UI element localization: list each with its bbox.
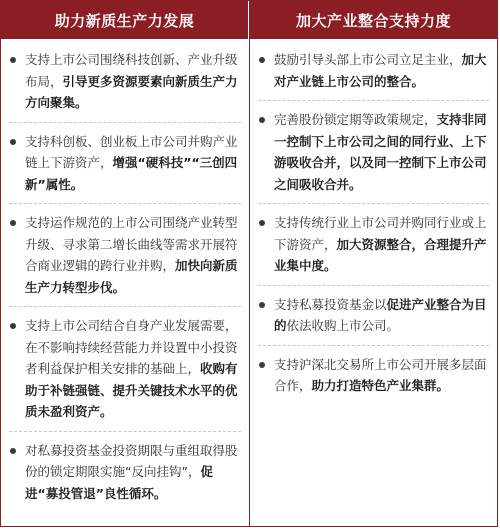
list-item — [9, 440, 241, 513]
item-emphasis: 增强“硬科技”“三创四新”属性。 — [25, 155, 238, 192]
item-text: 支持上市公司结合自身产业发展需要，在不影响持续经营能力并设置中小投资者利益保护相关安排的基础上， — [25, 318, 238, 376]
bullet-dot-icon — [259, 302, 265, 308]
item-emphasis: 加快向新质生产力转型步伐。 — [25, 258, 238, 295]
list-item — [9, 49, 241, 123]
bullet-dot-icon — [10, 448, 16, 454]
item-text: 支持私募投资基金以 — [274, 296, 387, 312]
bullet-dot-icon — [10, 57, 16, 63]
column-industry-integration — [250, 1, 497, 526]
bullet-dot-icon — [10, 323, 16, 329]
bullet-dot-icon — [259, 220, 265, 226]
list-item — [258, 49, 489, 101]
item-text: 鼓励引导头部上市公司立足主业， — [274, 52, 462, 67]
list-item — [258, 109, 489, 204]
column-header: 助力新质生产力发展 — [1, 1, 249, 39]
item-text: 支持运作规范的上市公司围绕产业转型升级、寻求第二增长曲线等需求开展符合商业逻辑的跨行业并购， — [25, 215, 238, 273]
item-text: 支持科创板、创业板上市公司并购产业链上下游资产， — [25, 133, 238, 170]
bullet-dot-icon — [10, 220, 16, 226]
bullet-dot-icon — [259, 57, 265, 63]
list-item — [9, 131, 241, 205]
item-emphasis: 促进“募投管退”良性循环。 — [25, 464, 213, 501]
item-text: 支持传统行业上市公司并购同行业或上下游资产， — [274, 215, 487, 252]
bullet-dot-icon — [259, 362, 265, 368]
item-emphasis: 支持非同一控制下上市公司之间的同行业、上下游吸收合并，以及同一控制下上市公司之间吸收合并。 — [274, 112, 487, 192]
column-new-productivity — [1, 1, 250, 526]
item-emphasis: 加大对产业链上市公司的整合。 — [274, 52, 487, 89]
item-text: 支持上市公司围绕科技创新、产业升级布局， — [25, 52, 238, 89]
list-item — [9, 315, 241, 432]
item-emphasis: 助力打造特色产业集群。 — [311, 378, 450, 393]
item-emphasis: 引导更多资源要素向新质生产力方向聚集。 — [25, 73, 238, 110]
list-item — [258, 212, 489, 286]
item-emphasis: 促进产业整合为目的 — [274, 296, 487, 333]
bullet-dot-icon — [259, 117, 265, 123]
list-item — [258, 354, 489, 405]
bullet-dot-icon — [10, 139, 16, 145]
list-item — [258, 294, 489, 346]
item-text: 完善股份锁定期等政策规定， — [274, 112, 437, 127]
item-emphasis: 加大资源整合，合理提升产业集中度。 — [274, 236, 487, 273]
item-emphasis: 收购有助于补链强链、提升关键技术水平的优质未盈利资产。 — [25, 361, 238, 419]
item-text: 支持沪深北交易所上市公司开展多层面合作， — [274, 356, 487, 393]
item-list — [1, 39, 249, 512]
item-tail: 依法收购上市公司。 — [286, 318, 400, 333]
list-item — [9, 212, 241, 307]
item-list — [250, 39, 497, 405]
column-header: 加大产业整合支持力度 — [250, 1, 497, 39]
item-text: 对私募投资基金投资期限与重组取得股份的锁定期限实施“反向挂钩”， — [25, 442, 238, 479]
